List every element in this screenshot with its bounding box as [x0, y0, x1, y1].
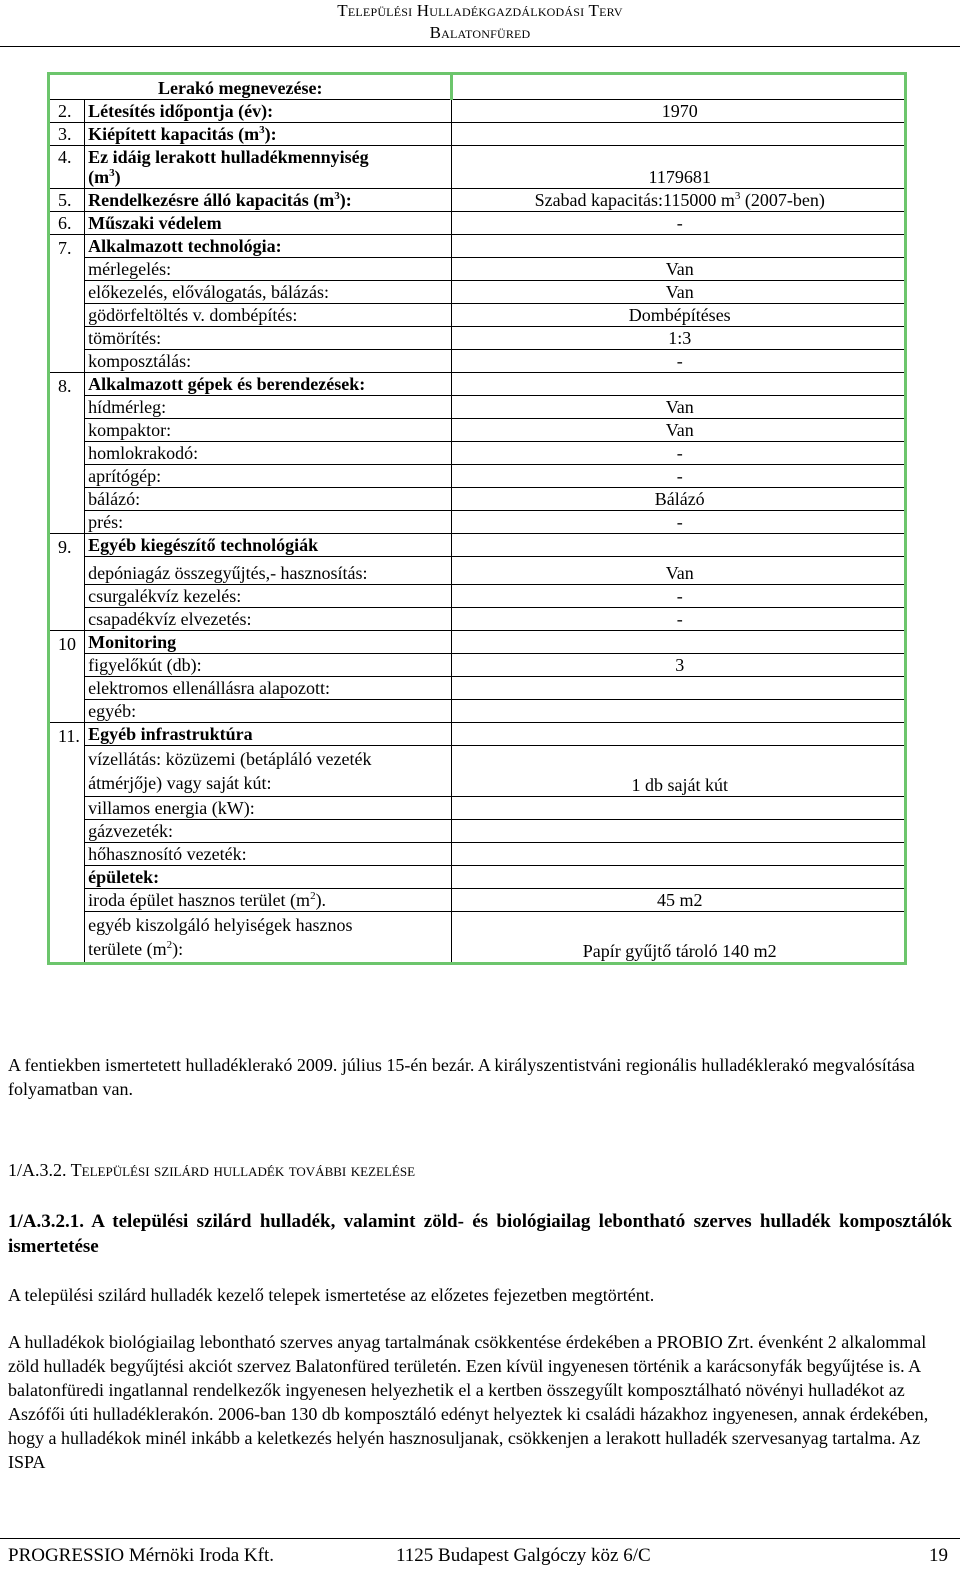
row-number: 8.: [49, 373, 85, 534]
section-title: Alkalmazott gépek és berendezések:: [85, 373, 452, 396]
table-header-value: [452, 74, 906, 100]
row-number: 6.: [49, 212, 85, 235]
row-value: [452, 123, 906, 146]
row-value: -: [452, 350, 906, 373]
row-label: Létesítés időpontja (év):: [85, 100, 452, 123]
row-value: Bálázó: [452, 488, 906, 511]
table-row: [49, 723, 906, 746]
row-label: tömörítés:: [85, 327, 452, 350]
table-row: [49, 442, 906, 465]
row-label: Rendelkezésre álló kapacitás $(m^3)$:: [85, 189, 452, 212]
row-value: -: [452, 465, 906, 488]
row-value: Van: [452, 281, 906, 304]
row-value: -: [452, 608, 906, 631]
row-value: -: [452, 442, 906, 465]
row-value: [452, 820, 906, 843]
row-value: Dombépítéses: [452, 304, 906, 327]
table-row: [49, 189, 906, 212]
row-value: [452, 843, 906, 866]
row-value: Van: [452, 557, 906, 585]
table-row: [49, 797, 906, 820]
table-row: [49, 350, 906, 373]
section-title: Egyéb infrastruktúra: [85, 723, 452, 746]
row-value: -: [452, 511, 906, 534]
row-label: épületek:: [85, 866, 452, 889]
row-label: gödörfeltöltés v. dombépítés:: [85, 304, 452, 327]
row-label: kompaktor:: [85, 419, 452, 442]
table-title: Lerakó megnevezése:: [49, 74, 452, 100]
row-value: 1970: [452, 100, 906, 123]
table-row: [49, 281, 906, 304]
table-row: [49, 843, 906, 866]
table-row: [49, 534, 906, 557]
row-label: homlokrakodó:: [85, 442, 452, 465]
table-row: [49, 146, 906, 189]
row-value: [452, 534, 906, 557]
header-title: Települési Hulladékgazdálkodási Terv: [337, 1, 623, 20]
row-label: elektromos ellenállásra alapozott:: [85, 677, 452, 700]
table-row: [49, 557, 906, 585]
table-row: [49, 820, 906, 843]
row-label: hídmérleg:: [85, 396, 452, 419]
table-row: [49, 700, 906, 723]
row-value: Papír gyűjtő tároló 140 m2: [452, 912, 906, 964]
row-value: [452, 235, 906, 258]
row-value: [452, 700, 906, 723]
header-city: Balatonfüred: [429, 23, 531, 42]
row-number: 3.: [49, 123, 85, 146]
row-value: Van: [452, 419, 906, 442]
row-label: bálázó:: [85, 488, 452, 511]
row-value: 1179681: [452, 146, 906, 189]
section-heading: 1/A.3.2. Települési szilárd hulladék további kezelése: [8, 1160, 416, 1180]
row-label: vízellátás: közüzemi (betápláló vezeték átmérjője) vagy saját kút:: [85, 746, 452, 797]
table-row: [49, 889, 906, 912]
section-title: Monitoring: [85, 631, 452, 654]
row-label: gázvezeték:: [85, 820, 452, 843]
row-value: Szabad kapacitás:115000 $m^3$ (2007-ben): [452, 189, 906, 212]
table-row: [49, 631, 906, 654]
row-label: hőhasznosító vezeték:: [85, 843, 452, 866]
table-row: [49, 212, 906, 235]
row-label: mérlegelés:: [85, 258, 452, 281]
table-row: [49, 419, 906, 442]
table-row: [49, 100, 906, 123]
page-number: 19: [929, 1545, 948, 1566]
table-row: [49, 373, 906, 396]
row-number: 10: [49, 631, 85, 723]
row-value: [452, 677, 906, 700]
row-label: prés:: [85, 511, 452, 534]
table-row: [49, 396, 906, 419]
page-header: [0, 0, 960, 47]
row-label: előkezelés, előválogatás, bálázás:: [85, 281, 452, 304]
row-label: komposztálás:: [85, 350, 452, 373]
table-row: [49, 677, 906, 700]
table-row: [49, 654, 906, 677]
row-value: [452, 866, 906, 889]
table-row: [49, 123, 906, 146]
row-label: villamos energia (kW):: [85, 797, 452, 820]
table-row: [49, 511, 906, 534]
row-number: 7.: [49, 235, 85, 373]
table-row: [49, 488, 906, 511]
row-value: [452, 797, 906, 820]
row-label: Műszaki védelem: [85, 212, 452, 235]
row-value: -: [452, 585, 906, 608]
row-value: [452, 631, 906, 654]
row-label: Kiépített kapacitás $(m^3)$:: [85, 123, 452, 146]
row-label: aprítógép:: [85, 465, 452, 488]
row-value: [452, 723, 906, 746]
row-number: 9.: [49, 534, 85, 631]
row-number: 5.: [49, 189, 85, 212]
table-row: [49, 608, 906, 631]
sub-heading: 1/A.3.2.1. A települési szilárd hulladék, valamint zöld- és biológiailag lebontható szerves hulladék komposztálók ismertetése: [8, 1211, 952, 1257]
row-label: csapadékvíz elvezetés:: [85, 608, 452, 631]
table-row: [49, 866, 906, 889]
row-label: csurgalékvíz kezelés:: [85, 585, 452, 608]
row-value: 1:3: [452, 327, 906, 350]
row-label: depóniagáz összegyűjtés,- hasznosítás:: [85, 557, 452, 585]
row-value: -: [452, 212, 906, 235]
row-label: egyéb:: [85, 700, 452, 723]
row-value: Van: [452, 258, 906, 281]
page-footer: [0, 1538, 960, 1580]
row-number: 11.: [49, 723, 85, 964]
section-title: Alkalmazott technológia:: [85, 235, 452, 258]
row-value: Van: [452, 396, 906, 419]
row-label: iroda épület hasznos terület $(m^2)$.: [85, 889, 452, 912]
table-header-row: [49, 74, 906, 100]
row-number: 2.: [49, 100, 85, 123]
closing-paragraph: A fentiekben ismertetett hulladéklerakó 2009. július 15-én bezár. A királyszentistváni regionális hulladéklerakó megvalósítása folyamatban van.: [8, 1055, 915, 1099]
row-value: 1 db saját kút: [452, 746, 906, 797]
row-number: 4.: [49, 146, 85, 189]
table-row: [49, 235, 906, 258]
table-row: [49, 912, 906, 964]
section-title: Egyéb kiegészítő technológiák: [85, 534, 452, 557]
table-row: [49, 465, 906, 488]
row-value: [452, 373, 906, 396]
row-value: 45 m2: [452, 889, 906, 912]
table-row: [49, 746, 906, 797]
row-label: Ez idáig lerakott hulladékmennyiség $(m^3)$: [85, 146, 452, 189]
paragraph-2: A hulladékok biológiailag lebontható szerves anyag tartalmának csökkentése érdekében a PROBIO Zrt. évenként 2 alkalommal zöld hulladék begyűjtési akciót szervez Balatonfüred területén. Ezen kívül ingyenesen történik a karácsonyfák begyűjtése is. A balatonfüredi ingatlannal rendelkezők ingyenesen helyezhetik el a kertben összegyűlt komposztálható növényi hulladékot az Aszófői úti hulladéklerakón. 2006-ban 130 db komposztáló edényt helyeztek ki családi házakhoz ingyenesen, annak érdekében, hogy a hulladékok minél inkább a keletkezés helyén hasznosuljanak, csökkenjen a lerakott hulladék szervesanyag tartalma. Az ISPA: [8, 1332, 929, 1472]
table-row: [49, 585, 906, 608]
row-label: figyelőkút (db):: [85, 654, 452, 677]
table-row: [49, 304, 906, 327]
table-row: [49, 327, 906, 350]
row-label: egyéb kiszolgáló helyiségek hasznos területe $(m^2)$:: [85, 912, 452, 964]
row-value: 3: [452, 654, 906, 677]
landfill-table: [47, 72, 907, 965]
table-row: [49, 258, 906, 281]
footer-address: 1125 Budapest Galgóczy köz 6/C: [396, 1545, 651, 1566]
paragraph-1: A települési szilárd hulladék kezelő telepek ismertetése az előzetes fejezetben megtörtént.: [8, 1285, 655, 1305]
footer-company: PROGRESSIO Mérnöki Iroda Kft.: [8, 1545, 274, 1566]
